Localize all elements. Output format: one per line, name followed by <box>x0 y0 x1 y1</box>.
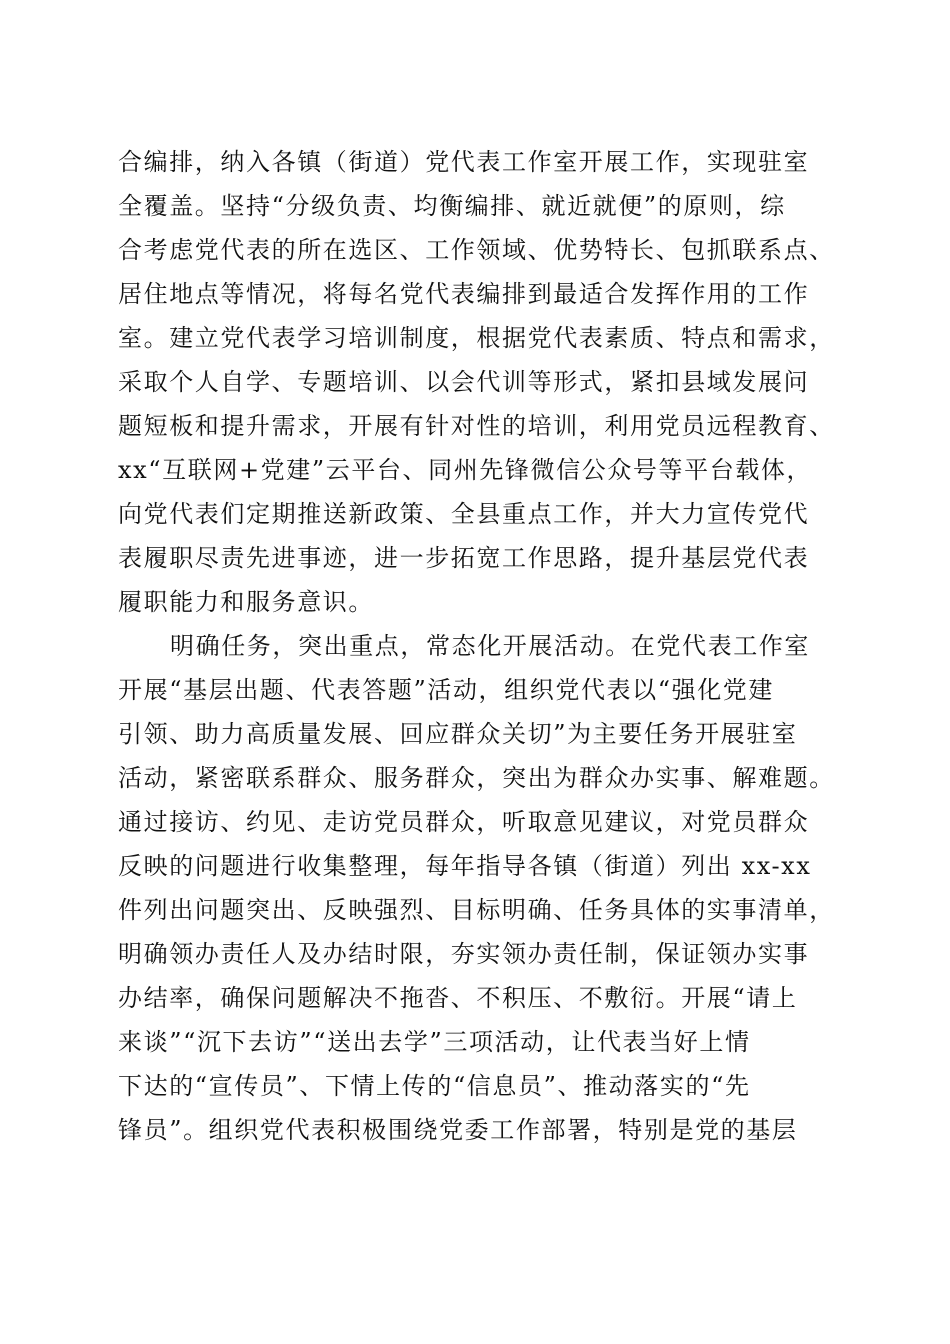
text-line: 室。建立党代表学习培训制度，根据党代表素质、特点和需求， <box>118 324 835 352</box>
text-line: 锋员”。组织党代表积极围绕党委工作部署，特别是党的基层 <box>118 1116 798 1144</box>
text-line: 开展“基层出题、代表答题”活动，组织党代表以“强化党建 <box>118 676 775 704</box>
text-line: 合编排，纳入各镇（街道）党代表工作室开展工作，实现驻室 <box>118 148 810 176</box>
text-line-indented: 明确任务，突出重点，常态化开展活动。在党代表工作室 <box>170 632 810 660</box>
text-line: 件列出问题突出、反映强烈、目标明确、任务具体的实事清单， <box>118 896 835 924</box>
text-line: 来谈”“沉下去访”“送出去学”三项活动，让代表当好上情 <box>118 1028 751 1056</box>
text-line: 引领、助力高质量发展、回应群众关切”为主要任务开展驻室 <box>118 720 798 748</box>
paragraph-2 <box>118 624 848 1152</box>
text-line: 履职能力和服务意识。 <box>118 588 374 616</box>
text-line: xx“互联网+党建”云平台、同州先锋微信公众号等平台载体， <box>118 456 813 484</box>
text-line: 明确领办责任人及办结时限，夯实领办责任制，保证领办实事 <box>118 940 810 968</box>
text-line: 表履职尽责先进事迹，进一步拓宽工作思路，提升基层党代表 <box>118 544 810 572</box>
text-line: 向党代表们定期推送新政策、全县重点工作，并大力宣传党代 <box>118 500 810 528</box>
text-line: 反映的问题进行收集整理，每年指导各镇（街道）列出 xx-xx <box>118 852 812 880</box>
text-line: 活动，紧密联系群众、服务群众，突出为群众办实事、解难题。 <box>118 764 835 792</box>
text-line: 合考虑党代表的所在选区、工作领域、优势特长、包抓联系点、 <box>118 236 835 264</box>
text-line: 采取个人自学、专题培训、以会代训等形式，紧扣县域发展问 <box>118 368 810 396</box>
text-line: 通过接访、约见、走访党员群众，听取意见建议，对党员群众 <box>118 808 810 836</box>
text-line: 办结率，确保问题解决不拖沓、不积压、不敷衍。开展“请上 <box>118 984 798 1012</box>
document-body <box>118 140 848 1152</box>
text-line: 题短板和提升需求，开展有针对性的培训，利用党员远程教育、 <box>118 412 835 440</box>
paragraph-1 <box>118 140 848 624</box>
text-line: 居住地点等情况，将每名党代表编排到最适合发挥作用的工作 <box>118 280 810 308</box>
text-line: 全覆盖。坚持“分级负责、均衡编排、就近就便”的原则，综 <box>118 192 786 220</box>
text-line: 下达的“宣传员”、下情上传的“信息员”、推动落实的“先 <box>118 1072 751 1100</box>
